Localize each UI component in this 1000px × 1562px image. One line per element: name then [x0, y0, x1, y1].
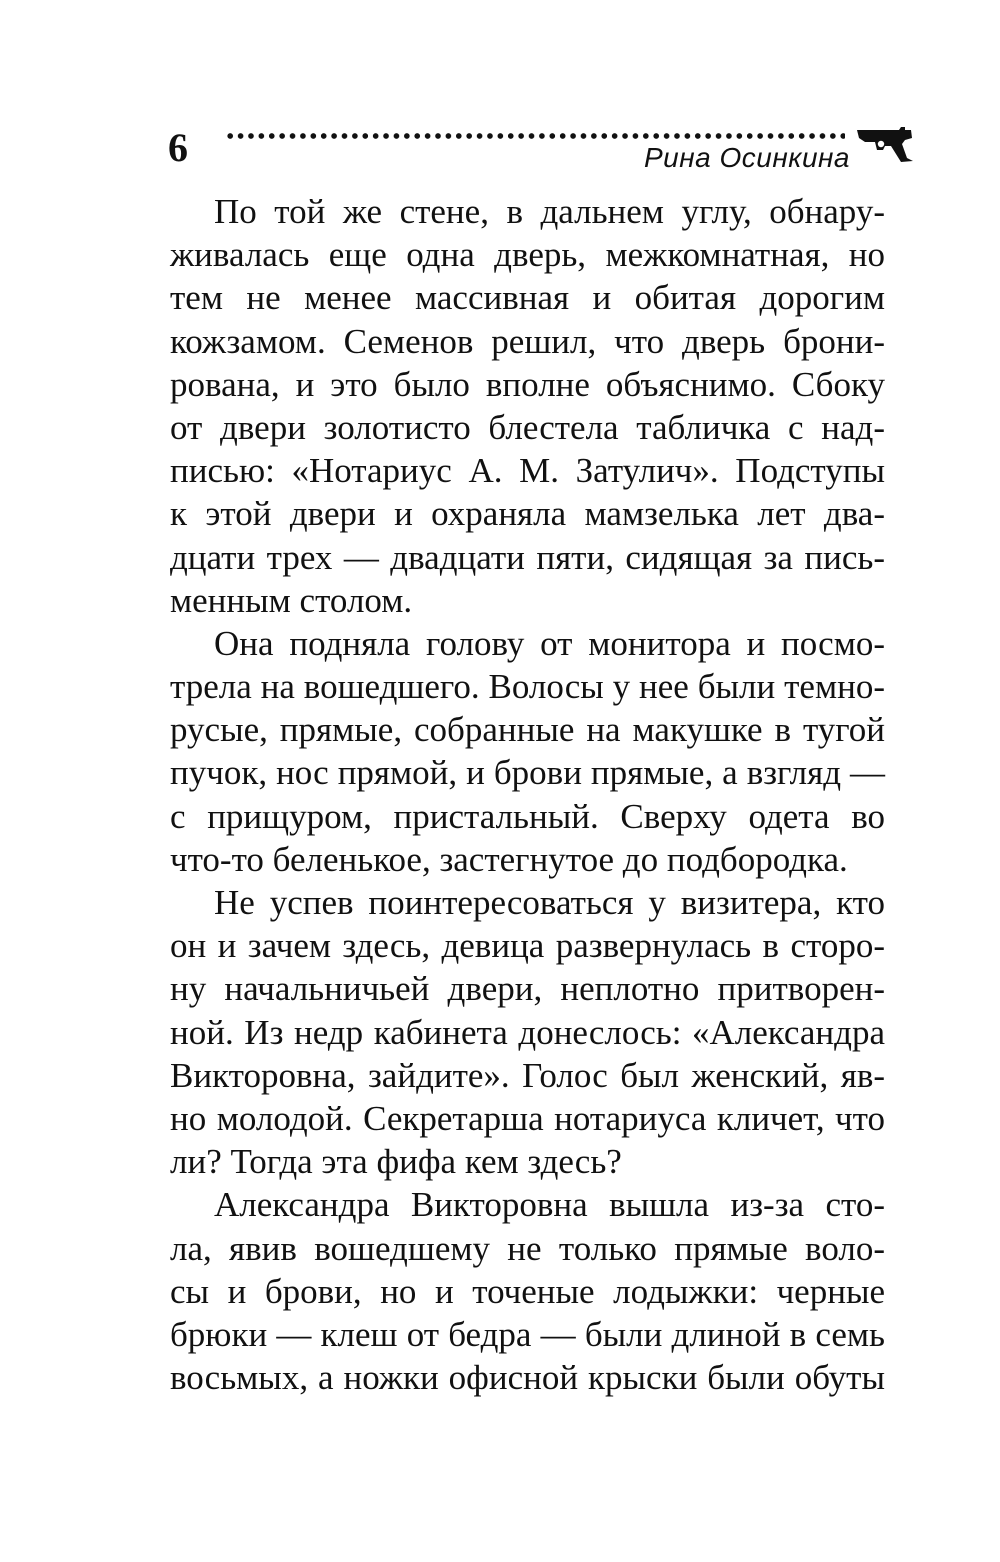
text-line: рована, и это было вполне объяснимо. Сбоку	[170, 364, 885, 404]
text-line: кожзамом. Семенов решил, что дверь брони-	[170, 321, 885, 361]
text-line: Александра Викторовна вышла из-за сто-	[214, 1185, 885, 1225]
page-number: 6	[168, 125, 188, 170]
text-line: Викторовна, зайдите». Голос был женский, яв-	[170, 1055, 885, 1095]
text-line: ли? Тогда эта фифа кем здесь?	[170, 1142, 622, 1182]
text-line: Не успев поинтересоваться у визитера, кто	[214, 883, 885, 922]
text-line: По той же стене, в дальнем углу, обнару-	[214, 192, 885, 231]
paragraph	[170, 190, 885, 622]
text-line: он и зачем здесь, девица развернулась в сторо-	[170, 926, 885, 966]
body-text	[170, 190, 885, 1399]
text-line: русые, прямые, собранные на макушке в тугой	[170, 710, 885, 750]
text-line: но молодой. Секретарша нотариуса кличет, что	[170, 1098, 885, 1138]
text-line: трела на вошедшего. Волосы у нее были темно-	[170, 667, 885, 707]
text-line: что-то беленькое, застегнутое до подбородка.	[170, 839, 848, 879]
dotted-header-rule	[225, 132, 845, 140]
text-line: ла, явив вошедшему не только прямые воло-	[170, 1228, 885, 1268]
text-line: с прищуром, пристальный. Сверху одета во	[170, 796, 885, 836]
revolver-icon	[855, 124, 917, 164]
text-line: ной. Из недр кабинета донеслось: «Александра	[170, 1012, 885, 1052]
text-line: от двери золотисто блестела табличка с над-	[170, 407, 885, 447]
text-line: к этой двери и охраняла мамзелька лет два-	[170, 494, 885, 534]
running-header-author: Рина Осинкина	[643, 142, 850, 173]
paragraph	[170, 622, 885, 881]
text-line: менным столом.	[170, 580, 413, 620]
text-line: пучок, нос прямой, и брови прямые, а взгляд —	[170, 753, 885, 793]
text-line: тем не менее массивная и обитая дорогим	[170, 278, 885, 318]
text-line: восьмых, а ножки офисной крыски были обуты	[170, 1358, 885, 1398]
text-line: дцати трех — двадцати пяти, сидящая за пись-	[170, 537, 885, 577]
text-line: писью: «Нотариус А. М. Затулич». Подступы	[170, 451, 885, 491]
text-line: сы и брови, но и точеные лодыжки: черные	[170, 1271, 885, 1311]
text-line: живалась еще одна дверь, межкомнатная, но	[170, 235, 885, 275]
paragraph	[170, 881, 885, 1183]
text-line: ну начальничьей двери, неплотно притворен-	[170, 969, 885, 1009]
paragraph	[170, 1183, 885, 1399]
text-line: Она подняла голову от монитора и посмо-	[214, 623, 885, 663]
text-line: брюки — клеш от бедра — были длиной в семь	[170, 1314, 885, 1354]
